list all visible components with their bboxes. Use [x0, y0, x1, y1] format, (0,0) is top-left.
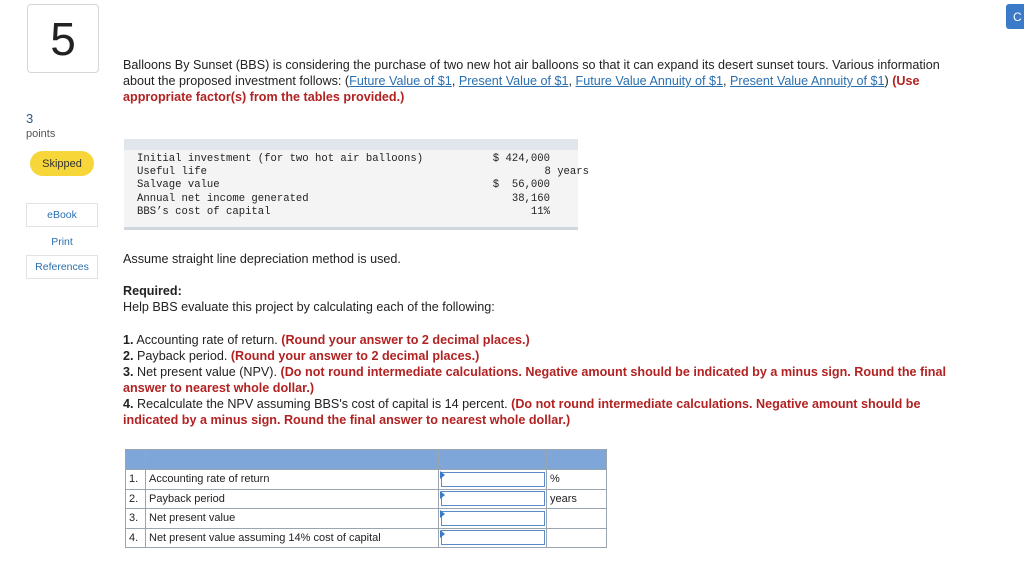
status-badge: Skipped — [30, 151, 94, 176]
table-row — [126, 470, 607, 490]
row-label: Accounting rate of return — [146, 470, 439, 490]
answer-cell — [439, 489, 547, 509]
requirement-item — [123, 396, 963, 428]
answer-table-header — [126, 450, 607, 470]
item-text: Recalculate the NPV assuming BBS's cost of capital is 14 percent. — [137, 397, 508, 411]
header-cell — [126, 450, 146, 470]
item-text: Payback period. — [137, 349, 228, 363]
table-header-bar — [124, 139, 578, 150]
requirement-item — [123, 332, 963, 348]
accounting-rate-input[interactable] — [441, 472, 545, 487]
table-row — [126, 528, 607, 548]
link-separator: , — [568, 74, 576, 88]
row-value: $ 424,000 — [492, 153, 550, 165]
header-cell — [146, 450, 439, 470]
input-marker-icon — [440, 491, 445, 499]
row-number: 4. — [126, 528, 146, 548]
row-unit: % — [547, 470, 607, 490]
points-value: 3 — [26, 111, 34, 126]
header-cell — [439, 450, 547, 470]
assumption-text: Assume straight line depreciation method is used. — [123, 252, 401, 266]
question-number: 5 — [27, 4, 99, 73]
row-label: Initial investment (for two hot air balloons) — [137, 153, 424, 165]
question-intro — [123, 57, 973, 105]
table-row — [137, 153, 577, 166]
row-unit — [547, 528, 607, 548]
table-row — [137, 193, 577, 206]
item-text: Accounting rate of return. — [136, 333, 278, 347]
answer-cell — [439, 470, 547, 490]
item-note: (Round your answer to 2 decimal places.) — [230, 349, 480, 363]
input-marker-icon — [440, 510, 445, 518]
item-number: 4. — [123, 397, 134, 411]
item-number: 2. — [123, 349, 134, 363]
npv-input[interactable] — [441, 511, 545, 526]
row-number: 3. — [126, 509, 146, 529]
table-row — [126, 489, 607, 509]
intro-instruction: (Use appropriate factor(s) from the tables provided.) — [123, 74, 920, 104]
present-value-link[interactable]: Present Value of $1 — [458, 74, 569, 88]
table-row — [126, 509, 607, 529]
present-value-annuity-link[interactable]: Present Value Annuity of $1 — [730, 74, 885, 88]
intro-close-paren: ) — [884, 74, 889, 88]
requirement-item — [123, 364, 963, 396]
requirements-list — [123, 332, 963, 428]
future-value-link[interactable]: Future Value of $1 — [349, 74, 452, 88]
row-value: 11% — [530, 206, 550, 218]
row-value: $ 56,000 — [492, 179, 550, 191]
points-label: points — [26, 128, 56, 140]
item-number: 1. — [123, 333, 134, 347]
references-link[interactable]: References — [26, 255, 98, 279]
item-note: (Do not round intermediate calculations. Negative amount should be indicated by a minus sign. Round the final answer to nearest whole dollar.) — [123, 365, 946, 395]
intro-text: Balloons By Sunset (BBS) is considering the purchase of two new hot air balloons so that it can expand its desert sunset tours. Various information about the proposed investment follows: ( — [123, 58, 940, 88]
answer-cell — [439, 528, 547, 548]
row-label: Net present value assuming 14% cost of capital — [146, 528, 439, 548]
row-number: 2. — [126, 489, 146, 509]
required-subtitle: Help BBS evaluate this project by calculating each of the following: — [123, 300, 495, 314]
table-row — [137, 206, 577, 219]
ebook-link[interactable]: eBook — [26, 203, 98, 227]
row-label: BBS’s cost of capital — [137, 206, 271, 218]
requirement-item — [123, 348, 963, 364]
header-cell — [547, 450, 607, 470]
answer-table — [125, 449, 607, 548]
row-unit: years — [547, 489, 607, 509]
row-label: Useful life — [137, 166, 207, 178]
corner-nav-button[interactable]: C — [1006, 4, 1024, 29]
print-link[interactable]: Print — [26, 230, 98, 254]
payback-period-input[interactable] — [441, 491, 545, 506]
required-title: Required: — [123, 284, 182, 298]
row-number: 1. — [126, 470, 146, 490]
npv-14-percent-input[interactable] — [441, 530, 545, 545]
link-separator: , — [723, 74, 730, 88]
item-note: (Round your answer to 2 decimal places.) — [281, 333, 530, 347]
table-row — [137, 166, 589, 179]
table-row — [137, 179, 577, 192]
table-footer-bar — [124, 227, 578, 230]
input-marker-icon — [440, 530, 445, 538]
item-text: Net present value (NPV). — [137, 365, 278, 379]
answer-cell — [439, 509, 547, 529]
row-label: Payback period — [146, 489, 439, 509]
row-label: Net present value — [146, 509, 439, 529]
input-marker-icon — [440, 471, 445, 479]
row-label: Salvage value — [137, 179, 220, 191]
row-label: Annual net income generated — [137, 193, 309, 205]
future-value-annuity-link[interactable]: Future Value Annuity of $1 — [575, 74, 723, 88]
item-number: 3. — [123, 365, 134, 379]
investment-data-table — [124, 139, 589, 230]
row-value: 38,160 — [511, 193, 550, 205]
row-unit — [547, 509, 607, 529]
item-note: (Do not round intermediate calculations. Negative amount should be indicated by a minus sign. Round the final answer to nearest whole dollar.) — [123, 397, 921, 427]
row-value: 8 years — [544, 166, 589, 178]
link-separator: , — [451, 74, 459, 88]
